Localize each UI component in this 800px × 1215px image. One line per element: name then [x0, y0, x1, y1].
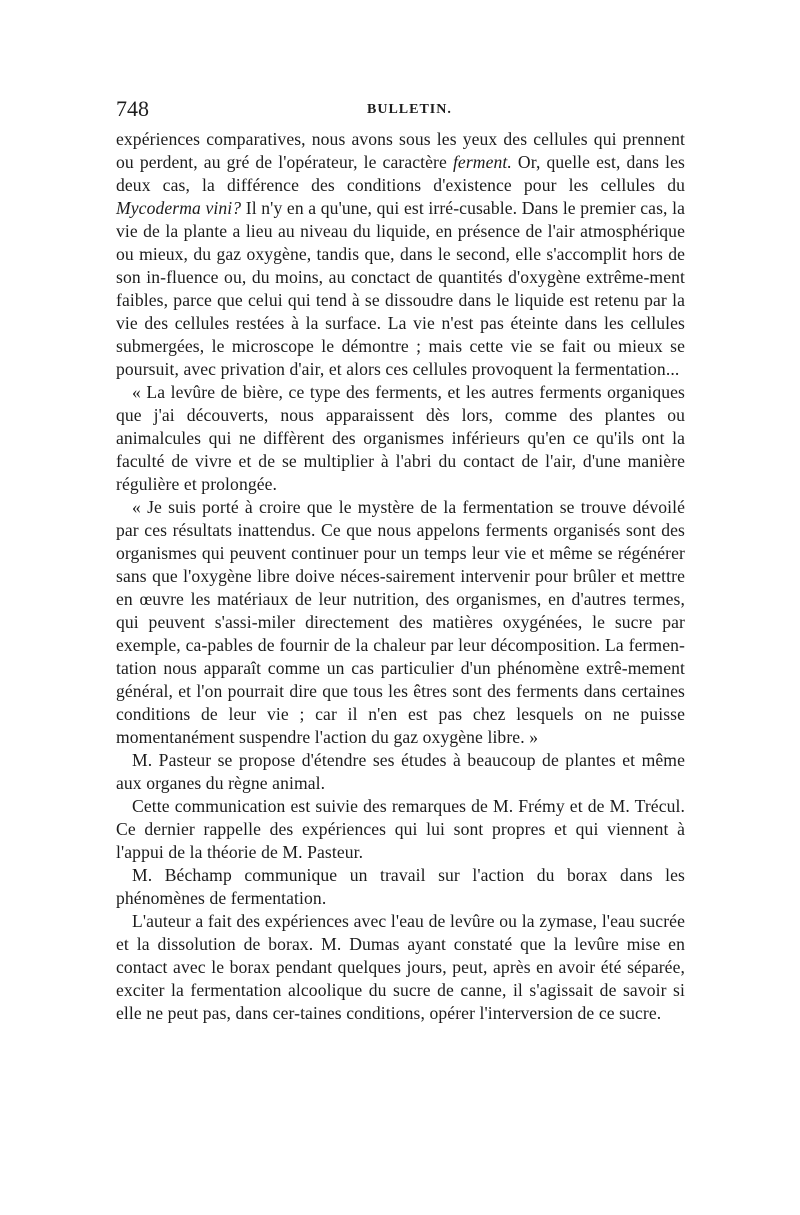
paragraph-1: [116, 128, 685, 381]
paragraph-5: Cette communication est suivie des remarques de M. Frémy et de M. Trécul. Ce dernier rappelle des expériences qui lui sont propres et qui viennent à l'appui de la théorie de M. Pasteur.: [116, 796, 685, 862]
body-text: [116, 128, 685, 1025]
paragraph-4: M. Pasteur se propose d'étendre ses études à beaucoup de plantes et même aux organes du règne animal.: [116, 750, 685, 793]
page-header: [116, 96, 685, 128]
page-number: 748: [116, 96, 149, 121]
paragraph-7: L'auteur a fait des expériences avec l'eau de levûre ou la zymase, l'eau sucrée et la dissolution de borax. M. Dumas ayant constaté que la levûre mise en contact avec le borax pendant quelques jours, peut, après en avoir été séparée, exciter la fermentation alcoolique du sucre de canne, il s'agissait de savoir si elle ne peut pas, dans cer-taines conditions, opérer l'interversion de ce sucre.: [116, 911, 685, 1023]
paragraph-3: « Je suis porté à croire que le mystère de la fermentation se trouve dévoilé par ces résultats inattendus. Ce que nous appelons ferments organisés sont des organismes qui peuvent continuer pour un temps leur vie et même se régénérer sans que l'oxygène libre doive néces-sairement intervenir pour brûler et mettre en œuvre les matériaux de leur nutrition, des organismes, en d'autres termes, qui peuvent s'assi-miler directement des matières oxygénées, le sucre par exemple, ca-pables de fournir de la chaleur par leur décomposition. La fermen-tation nous apparaît comme un cas particulier d'un phénomène extrê-mement général, et l'on pourrait dire que tous les êtres sont des ferments dans certaines conditions de leur vie ; car il n'en est pas chez lesquels on ne puisse momentanément suspendre l'action du gaz oxygène libre. »: [116, 497, 685, 747]
book-page: [116, 96, 685, 1025]
paragraph-2: « La levûre de bière, ce type des ferments, et les autres ferments organiques que j'ai découverts, nous apparaissent dès lors, comme des plantes ou animalcules qui ne diffèrent des organismes inférieurs qu'en ce qu'ils ont la faculté de vivre et de se multiplier à l'abri du contact de l'air, d'une manière régulière et prolongée.: [116, 382, 685, 494]
paragraph-1-part-e: Il n'y en a qu'une, qui est irré-cusable. Dans le premier cas, la vie de la plante a lieu au niveau du liquide, en présence de l'air atmosphérique ou mieux, du gaz oxygène, tandis que, dans le second, elle s'accomplit hors de son in-fluence ou, du moins, au conctact de quantités d'oxygène extrême-ment faibles, parce que celui qui tend à se dissoudre dans le liquide est retenu par la vie des cellules restées à la surface. La vie n'est pas éteinte dans les cellules submergées, le microscope le démontre ; mais cette vie se fait ou mieux se poursuit, avec privation d'air, et alors ces cellules provoquent la fermentation...: [116, 198, 686, 379]
running-head: BULLETIN.: [367, 102, 452, 117]
italic-ferment: ferment.: [452, 152, 512, 172]
paragraph-6: M. Béchamp communique un travail sur l'action du borax dans les phénomènes de fermentation.: [116, 865, 685, 908]
paragraph-1-part-c: Or, quelle est, dans les deux cas, la différence des conditions d'existence pour les cellules du: [116, 152, 685, 195]
paragraph-1-part-a: expériences comparatives, nous avons sous les yeux des cellules qui prennent ou perdent, au gré de l'opérateur, le caractère: [116, 129, 685, 172]
italic-mycoderma-vini: Mycoderma vini?: [116, 198, 242, 218]
